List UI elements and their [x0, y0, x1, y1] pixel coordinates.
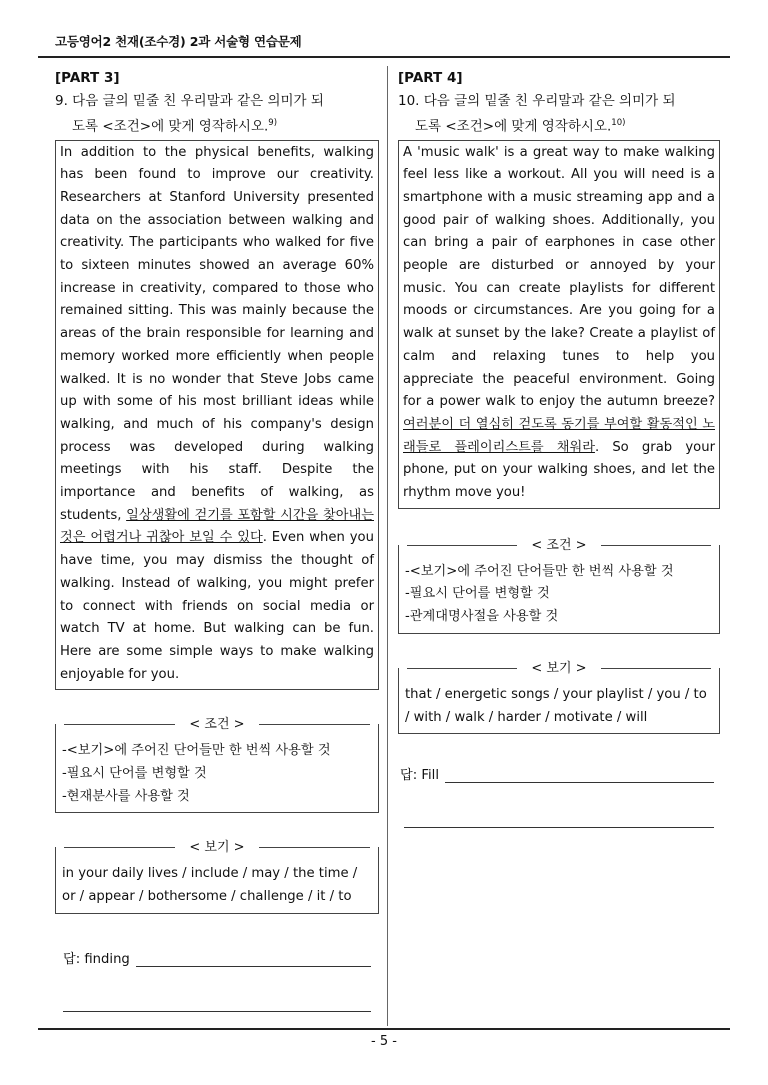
condition-9-1: -<보기>에 주어진 단어들만 한 번씩 사용할 것	[62, 743, 331, 759]
answer-10-line[interactable]	[445, 767, 714, 783]
conditions-box-9	[55, 717, 379, 813]
page-header: 고등영어2 천재(조수경) 2과 서술형 연습문제	[55, 34, 302, 49]
question-10-line2	[398, 112, 720, 138]
words-title-9: < 보기 >	[56, 837, 378, 860]
question-10-instruction: 도록 <조건>에 맞게 영작하시오.	[415, 118, 612, 135]
question-10-line1: 10. 다음 글의 밑줄 친 우리말과 같은 의미가 되	[398, 93, 676, 109]
page-number: - 5 -	[371, 1034, 397, 1049]
answer-10-line2[interactable]	[404, 827, 714, 828]
condition-10-2: -필요시 단어를 변형할 것	[405, 586, 550, 602]
footer-rule	[38, 1028, 730, 1030]
question-9-line1: 9. 다음 글의 밑줄 친 우리말과 같은 의미가 되	[55, 93, 324, 109]
words-title-10: < 보기 >	[399, 658, 719, 681]
words-box-10	[398, 660, 720, 734]
condition-9-2: -필요시 단어를 변형할 것	[62, 766, 207, 782]
words-10: that / energetic songs / your playlist / you / to / with / walk / harder / motivate / will	[405, 686, 707, 725]
conditions-box-10	[398, 537, 720, 634]
question-9-instruction: 도록 <조건>에 맞게 영작하시오.	[72, 118, 269, 135]
passage-10-underlined: 여러분이 더 열심히 걷도록 동기를 부여할 활동적인 노래들로 플레이리스트를 채워라	[403, 416, 715, 455]
passage-9-after: . Even when you have time, you may dismiss the thought of walking. Instead of walking, you might prefer to connect with friends on social media or watch TV at home. But walking can be fun. Here are some simple ways to make walking enjoyable for you.	[60, 530, 374, 682]
passage-10	[398, 140, 720, 509]
words-9: in your daily lives / include / may / the time / or / appear / bothersome / challenge / it / to	[62, 866, 358, 905]
answer-9-line[interactable]	[136, 951, 371, 967]
answer-9-label: 답: finding	[63, 951, 130, 967]
footnote-9: 9)	[268, 118, 278, 128]
answer-10-label: 답: Fill	[400, 768, 439, 784]
passage-9-before: In addition to the physical benefits, walking has been found to improve our creativity. Researchers at Stanford University presented data on the association between walking and creativity. The participants who walked for five to sixteen minutes showed an average 60% increase in creativity, compared to those who remained sitting. This was mainly because the areas of the brain responsible for learning and memory worked more efficiently when people walked. It is no wonder that Steve Jobs came up with some of his most brilliant ideas while walking, and much of his company's design process was developed during walking meetings with his staff. Despite the importance and benefits of walking, as students,	[60, 144, 374, 523]
passage-10-after: . So grab your phone, put on your walking shoes, and let the rhythm move you!	[403, 439, 715, 501]
part-4-label: [PART 4]	[398, 70, 463, 86]
passage-9	[55, 140, 379, 691]
footnote-10: 10)	[611, 118, 626, 128]
answer-9	[55, 948, 379, 967]
condition-10-1: -<보기>에 주어진 단어들만 한 번씩 사용할 것	[405, 563, 674, 579]
header-rule	[38, 56, 730, 58]
passage-9-underlined: 일상생활에 걷기를 포함할 시간을 찾아내는 것은 어렵거나 귀찮아 보일 수 있다	[60, 507, 374, 546]
question-9-line2	[55, 112, 379, 138]
words-box-9	[55, 840, 379, 913]
answer-9-line2[interactable]	[63, 1011, 371, 1012]
passage-10-before: A 'music walk' is a great way to make walking feel less like a workout. All you will need is a smartphone with a music streaming app and a good pair of walking shoes. Additionally, you can bring a pair of earphones in case other people are disturbed or annoyed by your music. You can create playlists for different moods or circumstances. Are you going for a walk at sunset by the lake? Create a playlist of calm and relaxing tunes to help you appreciate the peaceful environment. Going for a power walk to enjoy the autumn breeze?	[403, 144, 715, 410]
left-column	[55, 66, 379, 1012]
column-divider	[387, 66, 388, 1026]
conditions-title-9: < 조건 >	[56, 714, 378, 737]
condition-9-3: -현재분사를 사용할 것	[62, 788, 190, 804]
conditions-title-10: < 조건 >	[399, 535, 719, 558]
part-3-label: [PART 3]	[55, 70, 120, 86]
answer-10	[398, 764, 720, 783]
condition-10-3: -관계대명사절을 사용할 것	[405, 609, 559, 625]
right-column	[398, 66, 720, 828]
